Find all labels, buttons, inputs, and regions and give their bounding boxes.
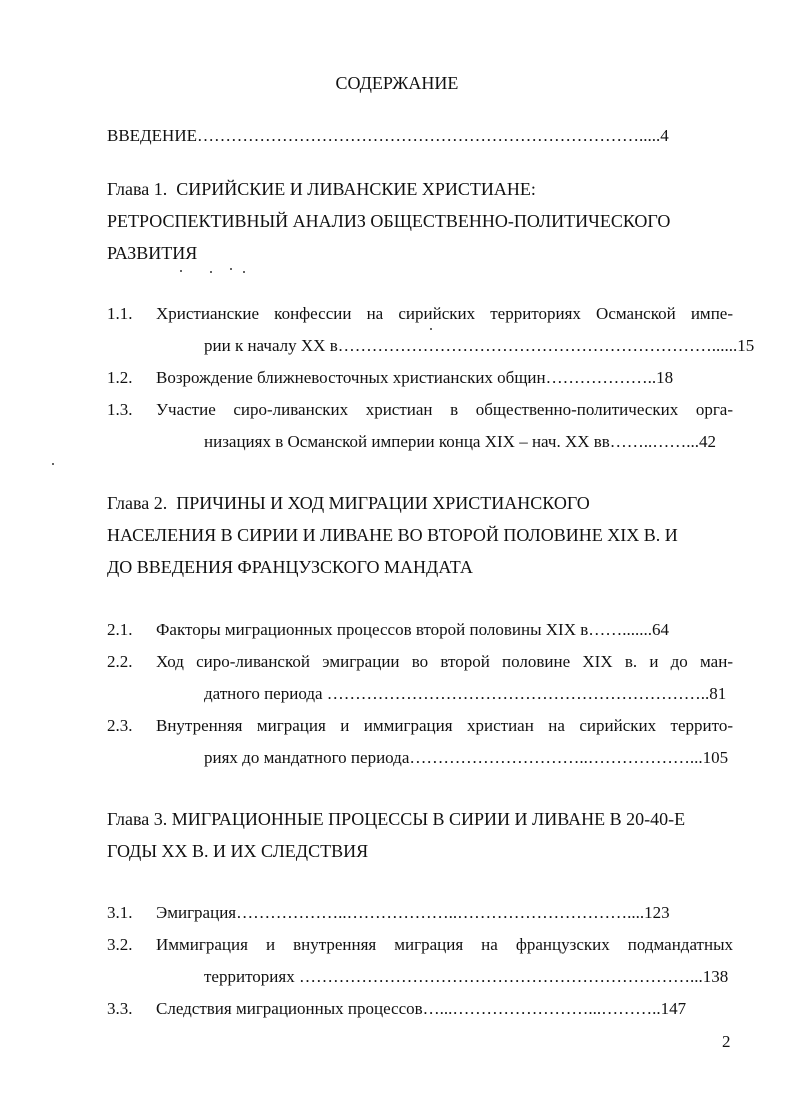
chapter-1-heading-line-2: РЕТРОСПЕКТИВНЫЙ АНАЛИЗ ОБЩЕСТВЕННО-ПОЛИТИЧЕСКОГО [107,211,671,231]
section-title: Возрождение ближневосточных христианских общин………………..18 [156,368,674,387]
section-number: 3.3. [107,999,133,1018]
section-number: 3.2. [107,935,133,954]
chapter-1-heading-line-3: РАЗВИТИЯ [107,243,198,263]
section-number: 1.2. [107,368,133,387]
chapter-2-heading-line-2: НАСЕЛЕНИЯ В СИРИИ И ЛИВАНЕ ВО ВТОРОЙ ПОЛОВИНЕ XIX В. И [107,525,678,545]
chapter-2-heading-line-3: ДО ВВЕДЕНИЯ ФРАНЦУЗСКОГО МАНДАТА [107,557,473,577]
scan-speck [430,328,432,330]
section-title: Факторы миграционных процессов второй половины XIX в…….......64 [156,620,670,639]
section-title: Следствия миграционных процессов…...……………………...………..147 [156,999,687,1018]
section-title-continuation: низациях в Османской империи конца XIX – нач. XX вв……..……...42 [204,432,717,451]
section-title: Внутренняя миграция и иммиграция христиан на сирийских террито- [156,716,733,735]
section-title: Ход сиро-ливанской эмиграции во второй половине XIX в. и до ман- [156,652,733,671]
section-title: Христианские конфессии на сирийских территориях Османской импе- [156,304,733,323]
chapter-3-heading-line-2: ГОДЫ XX В. И ИХ СЛЕДСТВИЯ [107,841,369,861]
scan-speck [230,268,232,270]
chapter-1-heading-line-1: Глава 1. СИРИЙСКИЕ И ЛИВАНСКИЕ ХРИСТИАНЕ: [107,179,536,199]
section-number: 1.3. [107,400,133,419]
section-title-continuation: рии к началу XX в…………………………………………………………......15 [204,336,755,355]
section-title: Участие сиро-ливанских христиан в общественно-политических орга- [156,400,733,419]
section-title: Иммиграция и внутренняя миграция на французских подмандатных [156,935,733,954]
section-title: Эмиграция………………..………………..…………………………....123 [156,903,670,922]
scan-speck [180,270,182,272]
section-title-continuation: датного периода …………………………………………………………..81 [204,684,727,703]
section-title-continuation: территориях ……………………………………………………………...138 [204,967,729,986]
chapter-3-heading-line-1: Глава 3. МИГРАЦИОННЫЕ ПРОЦЕССЫ В СИРИИ И ЛИВАНЕ В 20-40-Е [107,809,686,829]
chapter-2-heading-line-1: Глава 2. ПРИЧИНЫ И ХОД МИГРАЦИИ ХРИСТИАНСКОГО [107,493,590,513]
section-number: 3.1. [107,903,133,922]
scan-speck [243,271,245,273]
section-number: 1.1. [107,304,133,323]
section-number: 2.3. [107,716,133,735]
scan-speck [52,463,54,465]
page-number: 2 [722,1032,731,1051]
toc-title: СОДЕРЖАНИЕ [335,73,459,93]
section-number: 2.1. [107,620,133,639]
section-title-continuation: риях до мандатного периода…………………………..………………...105 [204,748,729,767]
section-number: 2.2. [107,652,133,671]
scan-speck [210,271,212,273]
toc-introduction: ВВЕДЕНИЕ…………………………………………………………………….....4 [107,126,669,145]
